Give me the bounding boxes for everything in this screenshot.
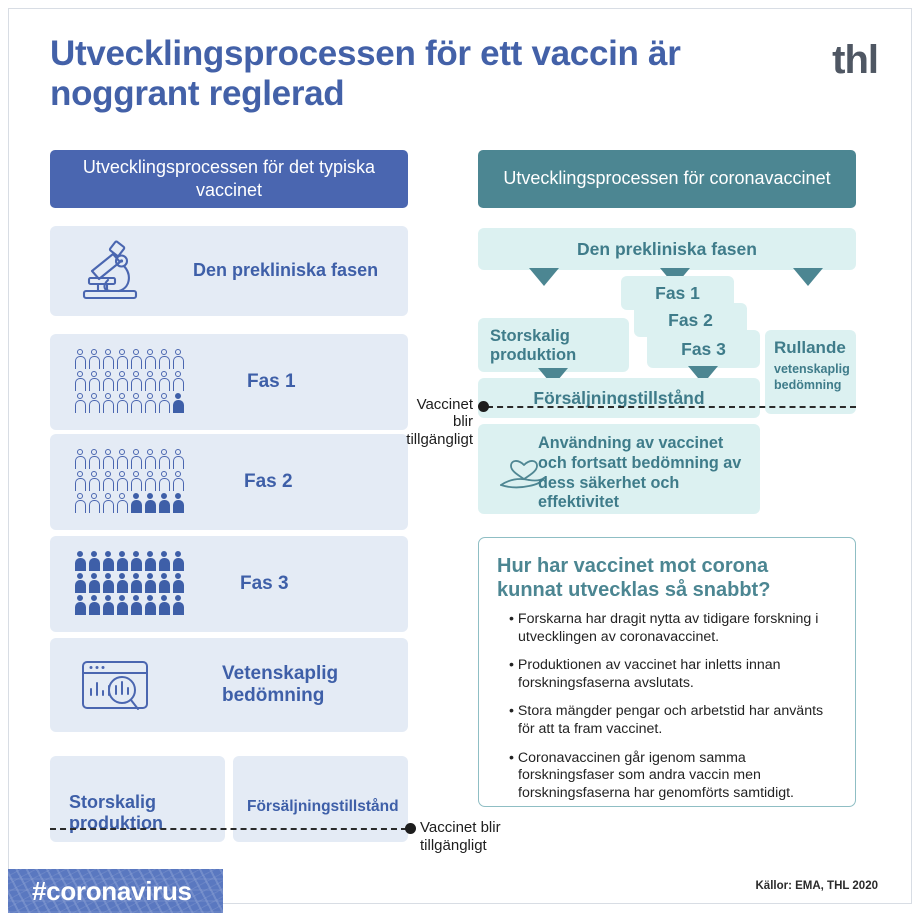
person-icon-filled: [157, 492, 171, 514]
typical-step-fas3: [50, 536, 408, 632]
corona-authorisation-label: Försäljningstillstånd: [533, 387, 705, 408]
person-icon: [87, 448, 101, 470]
person-icon-filled: [171, 550, 185, 572]
person-icon: [115, 392, 129, 414]
corona-preclinical-label: Den prekliniska fasen: [577, 238, 757, 259]
typical-step-preclinical: [50, 226, 408, 316]
typical-step-label: Fas 3: [240, 572, 289, 594]
person-icon: [129, 448, 143, 470]
typical-authorisation-label: Försäljningstillstånd: [247, 798, 399, 815]
person-icon-filled: [87, 550, 101, 572]
person-icon: [87, 392, 101, 414]
person-icon: [129, 470, 143, 492]
corona-step-preclinical: [478, 228, 856, 270]
person-icon-filled: [171, 572, 185, 594]
person-icon: [129, 370, 143, 392]
person-icon: [73, 392, 87, 414]
person-icon-filled: [101, 550, 115, 572]
corona-step-production: [478, 318, 629, 372]
typical-step-fas2: [50, 434, 408, 530]
person-icon-filled: [157, 550, 171, 572]
sources-label: Källor: EMA, THL 2020: [755, 880, 878, 892]
person-icon: [87, 370, 101, 392]
person-icon: [101, 370, 115, 392]
typical-step-fas1: [50, 334, 408, 430]
person-icon: [171, 348, 185, 370]
corona-fas2-label: Fas 2: [668, 309, 713, 330]
coronavirus-hashtag-badge: [8, 869, 223, 913]
person-icon: [73, 448, 87, 470]
person-icon-filled: [129, 550, 143, 572]
explainer-bullet-list: [497, 611, 837, 802]
person-icon: [87, 492, 101, 514]
typical-step-label: Fas 2: [244, 470, 293, 492]
typical-step-scientific-assessment: [50, 638, 408, 732]
person-icon-filled: [129, 594, 143, 616]
person-icon-filled: [115, 572, 129, 594]
explainer-heading: Hur har vaccinet mot corona kunnat utvecklas så snabbt?: [497, 555, 771, 601]
person-icon-filled: [157, 572, 171, 594]
typical-production-label: Storskalig produktion: [69, 792, 163, 834]
person-icon: [73, 470, 87, 492]
person-icon-filled: [143, 492, 157, 514]
person-icon-filled: [143, 594, 157, 616]
person-icon: [101, 448, 115, 470]
person-icon-filled: [73, 572, 87, 594]
arrow-to-rolling-assessment: [793, 268, 823, 286]
microscope-icon: [72, 240, 150, 307]
person-icon-filled: [171, 492, 185, 514]
person-icon: [157, 348, 171, 370]
person-icon: [115, 470, 129, 492]
column-header-corona: Utvecklingsprocessen för coronavaccinet: [478, 150, 856, 208]
person-icon: [143, 348, 157, 370]
corona-step-usage: [478, 424, 760, 514]
person-icon: [73, 348, 87, 370]
person-icon: [143, 370, 157, 392]
person-icon: [171, 470, 185, 492]
person-icon: [143, 392, 157, 414]
person-icon-filled: [87, 594, 101, 616]
list-item: • Stora mängder pengar och arbetstid har använts för att ta fram vaccinet.: [509, 703, 824, 738]
person-icon: [157, 370, 171, 392]
person-icon-filled: [129, 492, 143, 514]
person-icon: [171, 448, 185, 470]
person-icon-filled: [171, 594, 185, 616]
page-title: Utvecklingsprocessen för ett vaccin är noggrant reglerad: [50, 34, 681, 113]
person-icon: [73, 370, 87, 392]
person-icon-filled: [171, 392, 185, 414]
person-icon: [73, 492, 87, 514]
person-icon: [101, 470, 115, 492]
corona-usage-label: Användning av vaccinet och fortsatt bedömning av dess säkerhet och effektivitet: [538, 434, 742, 512]
person-icon-filled: [129, 572, 143, 594]
typical-step-label: Den prekliniska fasen: [193, 260, 379, 281]
typical-step-label: Fas 1: [247, 370, 296, 392]
people-grid-fas1: [73, 348, 185, 414]
hashtag-label: #coronavirus: [32, 875, 192, 906]
chart-window-icon: [80, 659, 156, 720]
corona-step-authorisation: [478, 378, 760, 418]
person-icon-filled: [73, 550, 87, 572]
person-icon: [115, 448, 129, 470]
people-grid-fas2: [73, 448, 185, 514]
person-icon: [157, 448, 171, 470]
person-icon: [143, 448, 157, 470]
rolling-title-label: Rullande: [774, 338, 846, 357]
availability-marker-left: Vaccinet blir tillgängligt: [420, 819, 501, 855]
availability-dot-left: [405, 823, 416, 834]
availability-marker-right-line1: Vaccinet: [416, 396, 473, 413]
list-item: • Forskarna har dragit nytta av tidigare forskning i utvecklingen av coronavaccinet.: [509, 611, 819, 645]
person-icon-filled: [73, 594, 87, 616]
person-icon: [129, 392, 143, 414]
availability-dot-right: [478, 401, 489, 412]
person-icon: [157, 392, 171, 414]
person-icon: [101, 392, 115, 414]
rolling-sub-label: vetenskaplig bedömning: [774, 362, 850, 393]
person-icon: [129, 348, 143, 370]
person-icon: [87, 348, 101, 370]
person-icon-filled: [101, 594, 115, 616]
column-header-typical: Utvecklingsprocessen för det typiska vaccinet: [50, 150, 408, 208]
person-icon: [143, 470, 157, 492]
people-grid-fas3: [73, 550, 185, 616]
availability-dashed-line-right: [487, 406, 856, 408]
person-icon-filled: [101, 572, 115, 594]
arrow-to-production-corona: [529, 268, 559, 286]
person-icon-filled: [143, 572, 157, 594]
person-icon: [101, 348, 115, 370]
corona-fas1-label: Fas 1: [655, 282, 700, 303]
person-icon-filled: [115, 594, 129, 616]
person-icon: [171, 370, 185, 392]
person-icon-filled: [115, 550, 129, 572]
corona-fas3-label: Fas 3: [681, 338, 726, 359]
person-icon: [115, 348, 129, 370]
person-icon-filled: [87, 572, 101, 594]
corona-step-fas3: [647, 330, 760, 368]
person-icon: [101, 492, 115, 514]
person-icon: [115, 492, 129, 514]
corona-step-rolling-assessment: [765, 330, 856, 414]
availability-dashed-line-left: [50, 828, 407, 830]
explainer-box: [478, 537, 856, 807]
typical-step-label: Vetenskaplig bedömning: [222, 662, 339, 706]
person-icon: [115, 370, 129, 392]
list-item: • Coronavaccinen går igenom samma forskningsfaser som andra vaccin men forskningsfaserna har genomförts samtidigt.: [509, 749, 794, 801]
corona-production-label: Storskalig produktion: [490, 327, 577, 365]
availability-marker-right-line2: blir tillgängligt: [406, 413, 473, 449]
list-item: • Produktionen av vaccinet har inletts innan forskningsfaserna avslutats.: [509, 657, 781, 691]
person-icon-filled: [143, 550, 157, 572]
person-icon-filled: [157, 594, 171, 616]
person-icon: [157, 470, 171, 492]
thl-logo: thl: [832, 38, 878, 82]
person-icon: [87, 470, 101, 492]
